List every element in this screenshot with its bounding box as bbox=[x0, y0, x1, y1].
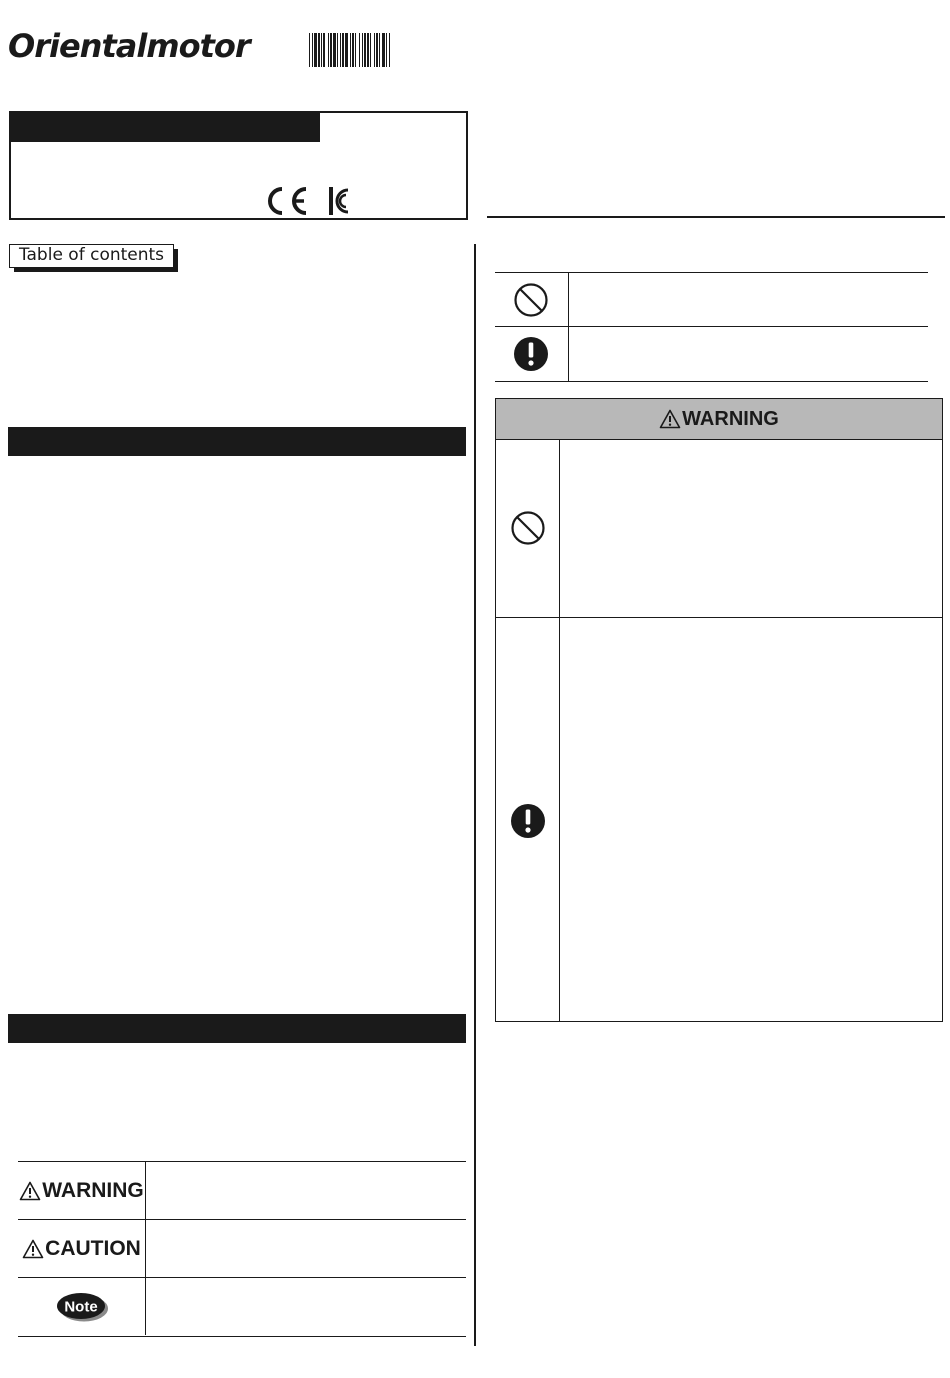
warning-box-header bbox=[496, 399, 942, 440]
warning-box-title: WARNING bbox=[682, 407, 779, 430]
prohibited-icon bbox=[513, 282, 549, 318]
symbol-row-mandatory bbox=[495, 326, 928, 382]
symbol-table bbox=[495, 272, 928, 381]
warning-triangle-icon bbox=[659, 409, 681, 429]
mandatory-icon bbox=[510, 803, 546, 839]
mandatory-icon bbox=[513, 336, 549, 372]
note-label: Note bbox=[63, 1298, 98, 1316]
warning-box bbox=[495, 398, 943, 1022]
brand-logo: Orientalmotor bbox=[8, 27, 250, 65]
signal-row-warning bbox=[18, 1161, 466, 1220]
warning-triangle-icon bbox=[19, 1181, 41, 1201]
header-rule bbox=[487, 216, 945, 218]
product-title-bar bbox=[9, 111, 320, 142]
section-heading-bar bbox=[8, 427, 466, 456]
warning-triangle-icon bbox=[22, 1239, 44, 1259]
barcode-icon bbox=[309, 33, 467, 67]
signal-row-note bbox=[18, 1277, 466, 1337]
kc-mark-icon bbox=[326, 183, 354, 219]
signal-word-table bbox=[18, 1161, 466, 1335]
signal-word-warning: WARNING bbox=[42, 1179, 144, 1202]
column-divider bbox=[474, 244, 476, 1346]
signal-word-caution: CAUTION bbox=[45, 1237, 141, 1260]
prohibited-icon bbox=[510, 510, 546, 546]
note-badge-icon bbox=[54, 1291, 110, 1323]
ce-mark-icon bbox=[262, 183, 308, 219]
symbol-row-prohibited bbox=[495, 272, 928, 327]
signal-row-caution bbox=[18, 1219, 466, 1278]
toc-tab-label: Table of contents bbox=[9, 244, 174, 268]
section-heading-bar bbox=[8, 1014, 466, 1043]
